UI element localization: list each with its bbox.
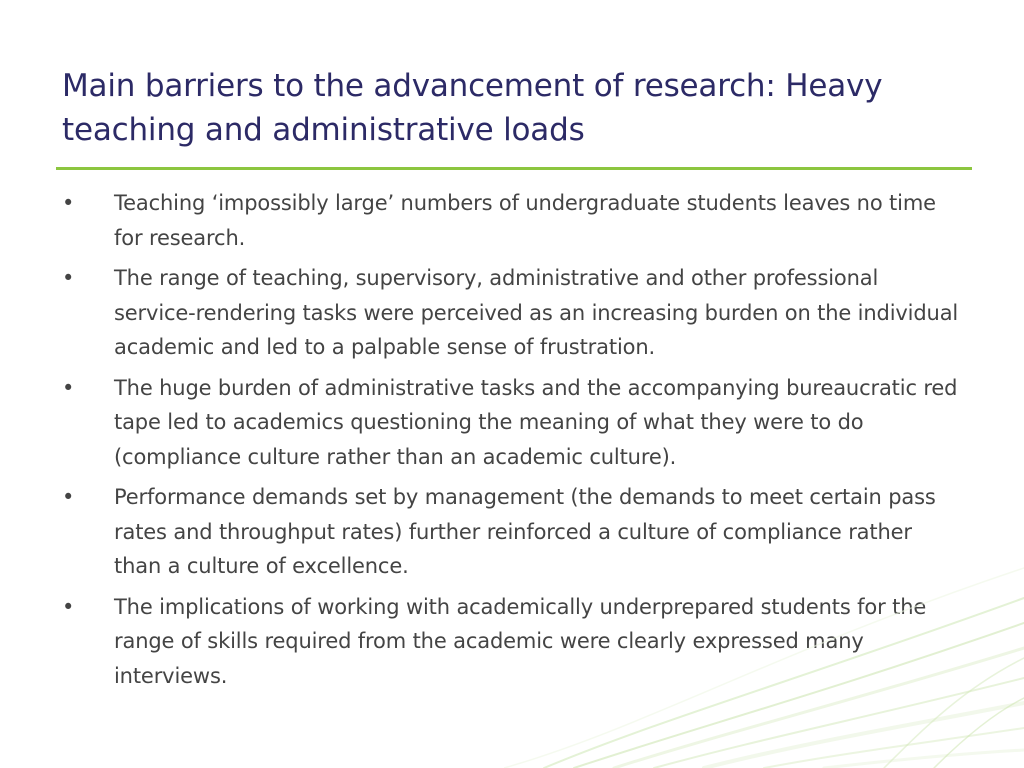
- bullet-item: [62, 186, 962, 255]
- bullet-item: [62, 480, 962, 584]
- bullet-dot-icon: •: [62, 485, 75, 509]
- bullet-dot-icon: •: [62, 191, 75, 215]
- bullet-list: [62, 186, 962, 699]
- bullet-item: [62, 590, 962, 694]
- bullet-text: The huge burden of administrative tasks and the accompanying bureaucratic red tape led to academics questioning the meaning of what they were to do (compliance culture rather than an academic culture).: [114, 375, 958, 469]
- bullet-dot-icon: •: [62, 594, 75, 619]
- bullet-dot-icon: •: [62, 375, 75, 400]
- bullet-item: [62, 371, 962, 475]
- bullet-text: Teaching ‘impossibly large’ numbers of undergraduate students leaves no time for research.: [114, 191, 936, 250]
- title-divider: [56, 167, 972, 170]
- bullet-text: The implications of working with academically underprepared students for the range of skills required from the academic were clearly expressed many interviews.: [114, 594, 927, 688]
- slide-title: Main barriers to the advancement of research: Heavy teaching and administrative loads: [62, 68, 883, 148]
- bullet-text: The range of teaching, supervisory, administrative and other professional service-rendering tasks were perceived as an increasing burden on the individual academic and led to a palpable sense of frustration.: [114, 266, 959, 359]
- bullet-item: [62, 261, 962, 365]
- bullet-text: Performance demands set by management (the demands to meet certain pass rates and throughput rates) further reinforced a culture of compliance rather than a culture of excellence.: [114, 485, 936, 578]
- bullet-dot-icon: •: [62, 266, 75, 290]
